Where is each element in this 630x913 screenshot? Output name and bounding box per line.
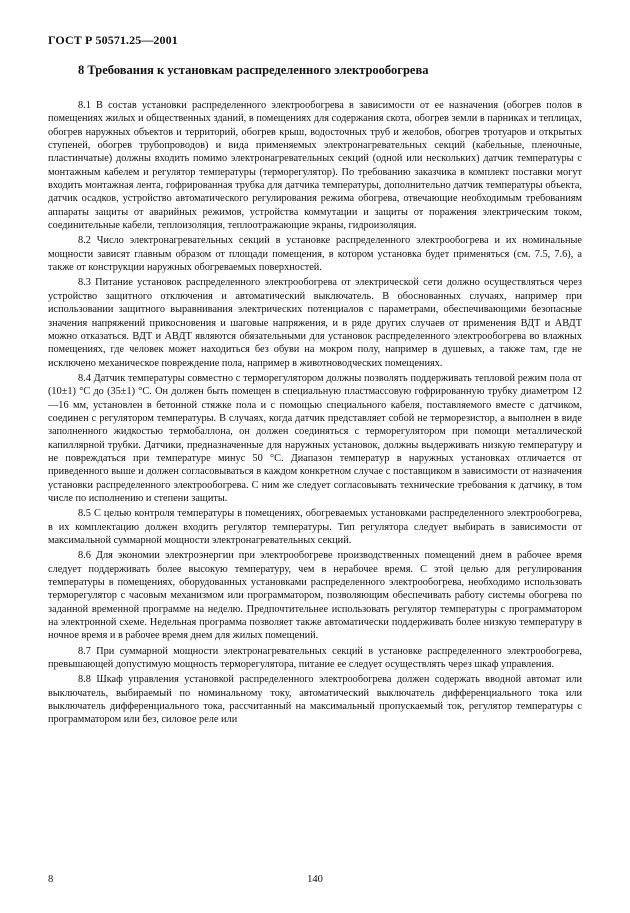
page-number-global: 140 xyxy=(307,874,323,885)
paragraph-8-6: 8.6 Для экономии электроэнергии при электрообогреве производственных помещений днем в рабочее время следует поддерживать более высокую температуру, чем в нерабочее время. С этой целью для регулирования температуры в помещениях, оборудованных установками распределенного электрообогрева, необходимо использовать терморегулятор с часовым механизмом или программатором, позволяющим обеспечивать работу системы обогрева по заданной временной программе на неделю. Предпочтительнее использовать регулятор температуры с программатором на электронной схеме. Недельная программа позволяет также автоматически поддерживать более низкую температуру в ночное время и в рабочее время днем для жилых помещений. xyxy=(48,550,582,642)
page-number-local: 8 xyxy=(48,874,54,885)
paragraph-8-7: 8.7 При суммарной мощности электронагревательных секций в установке распределенного электрообогрева, превышающей допустимую мощность терморегулятора, питание ее следует осуществлять через шкаф управления. xyxy=(48,645,582,671)
paragraph-8-4: 8.4 Датчик температуры совместно с терморегулятором должны позволять поддерживать тепловой режим пола от (10±1) °С до (35±1) °С. Он должен быть помещен в специальную пластмассовую гофрированную трубку диаметром 12—16 мм, установлен в бетонной стяжке пола и с помощью специального кабеля, поставляемого вместе с датчиком, соединен с регулятором температуры. В случаях, когда датчик представляет собой не терморезистор, а выполнен в виде заполненного жидкостью термобаллона, он должен соединяться с терморегулятором при помощи металлической капиллярной трубки. Датчики, предназначенные для наружных установок, должны выдерживать низкую температуру и не повреждаться при температуре минус 50 °С. Диапазон температур в наружных установках отличается от приведенного выше и должен согласовываться в каждом конкретном случае с поставщиком в зависимости от назначения установки распределенного электрообогрева. С ним же следует согласовывать технические требования к датчику, в том числе по исполнению и степени защиты. xyxy=(48,372,582,504)
paragraph-8-5: 8.5 С целью контроля температуры в помещениях, обогреваемых установками распределенного электрообогрева, в их комплектацию должен входить регулятор температуры. Тип регулятора следует выбирать в зависимости от максимальной суммарной мощности электронагревательных секций. xyxy=(48,508,582,546)
paragraph-8-3: 8.3 Питание установок распределенного электрообогрева от электрической сети должно осуществляться через устройство защитного отключения и автоматический выключатель. В обоснованных случаях, например при использовании защитного выравнивания электрических потенциалов с параметрами, обеспечивающими безопасные значения напряжений прикосновения и шаговые напряжения, и в ряде других случаев от применения ВДТ и АВДТ можно отказаться. ВДТ и АВДТ являются обязательными для установок распределенного электрообогрева во влажных помещениях, где человек может находиться без обуви на мокром полу, например в душевых, а также там, где не исключено механическое повреждение пола, например в животноводческих помещениях. xyxy=(48,277,582,369)
document-header: ГОСТ Р 50571.25—2001 xyxy=(48,33,178,47)
paragraph-8-2: 8.2 Число электронагревательных секций в установке распределенного электрообогрева и их номинальные мощности зависят главным образом от площади помещения, в котором установка будет применяться (см. 7.5, 7.6), а также от конструкции наружных обогреваемых поверхностей. xyxy=(48,235,582,274)
body-text xyxy=(48,99,582,729)
section-title: 8 Требования к установкам распределенного электрообогрева xyxy=(78,63,429,77)
paragraph-8-1: 8.1 В состав установки распределенного электрообогрева в зависимости от ее назначения (обогрев полов в помещениях жилых и общественных зданий, в помещениях для содержания скота, обогрев земли в парниках и теплицах, обогрев наружных объектов и территорий, обогрев крыш, водосточных труб и желобов, обогрев тротуаров и открытых ступеней, обогрев трубопроводов) и вида применяемых электронагревательных секций (кабельные, пленочные, пластинчатые) должны входить помимо электронагревательных секций (одной или нескольких) датчик температуры с монтажным кабелем и регулятор температуры (терморегулятор). По требованию заказчика в комплект поставки могут входить монтажная лента, гофрированная трубка для датчика температуры, дополнительно датчик температуры объекта, датчик осадков, устройство автоматического регулирования режима обогрева, отвечающие необходимым требованиям аппараты защиты от аварийных режимов, устройства коммутации и защиты от поражения электрическим током, соединительные кабели, теплоизоляция, теплоотражающие экраны, гидроизоляция. xyxy=(48,100,582,232)
paragraph-8-8: 8.8 Шкаф управления установкой распределенного электрообогрева должен содержать вводной автомат или выключатель, выбираемый по номинальному току, автоматический выключатель дифференциального тока или выключатель дифференциального тока, рассчитанный на максимальный пропускаемый ток, регулятор температуры с программатором или без, силовое реле или xyxy=(48,674,582,726)
